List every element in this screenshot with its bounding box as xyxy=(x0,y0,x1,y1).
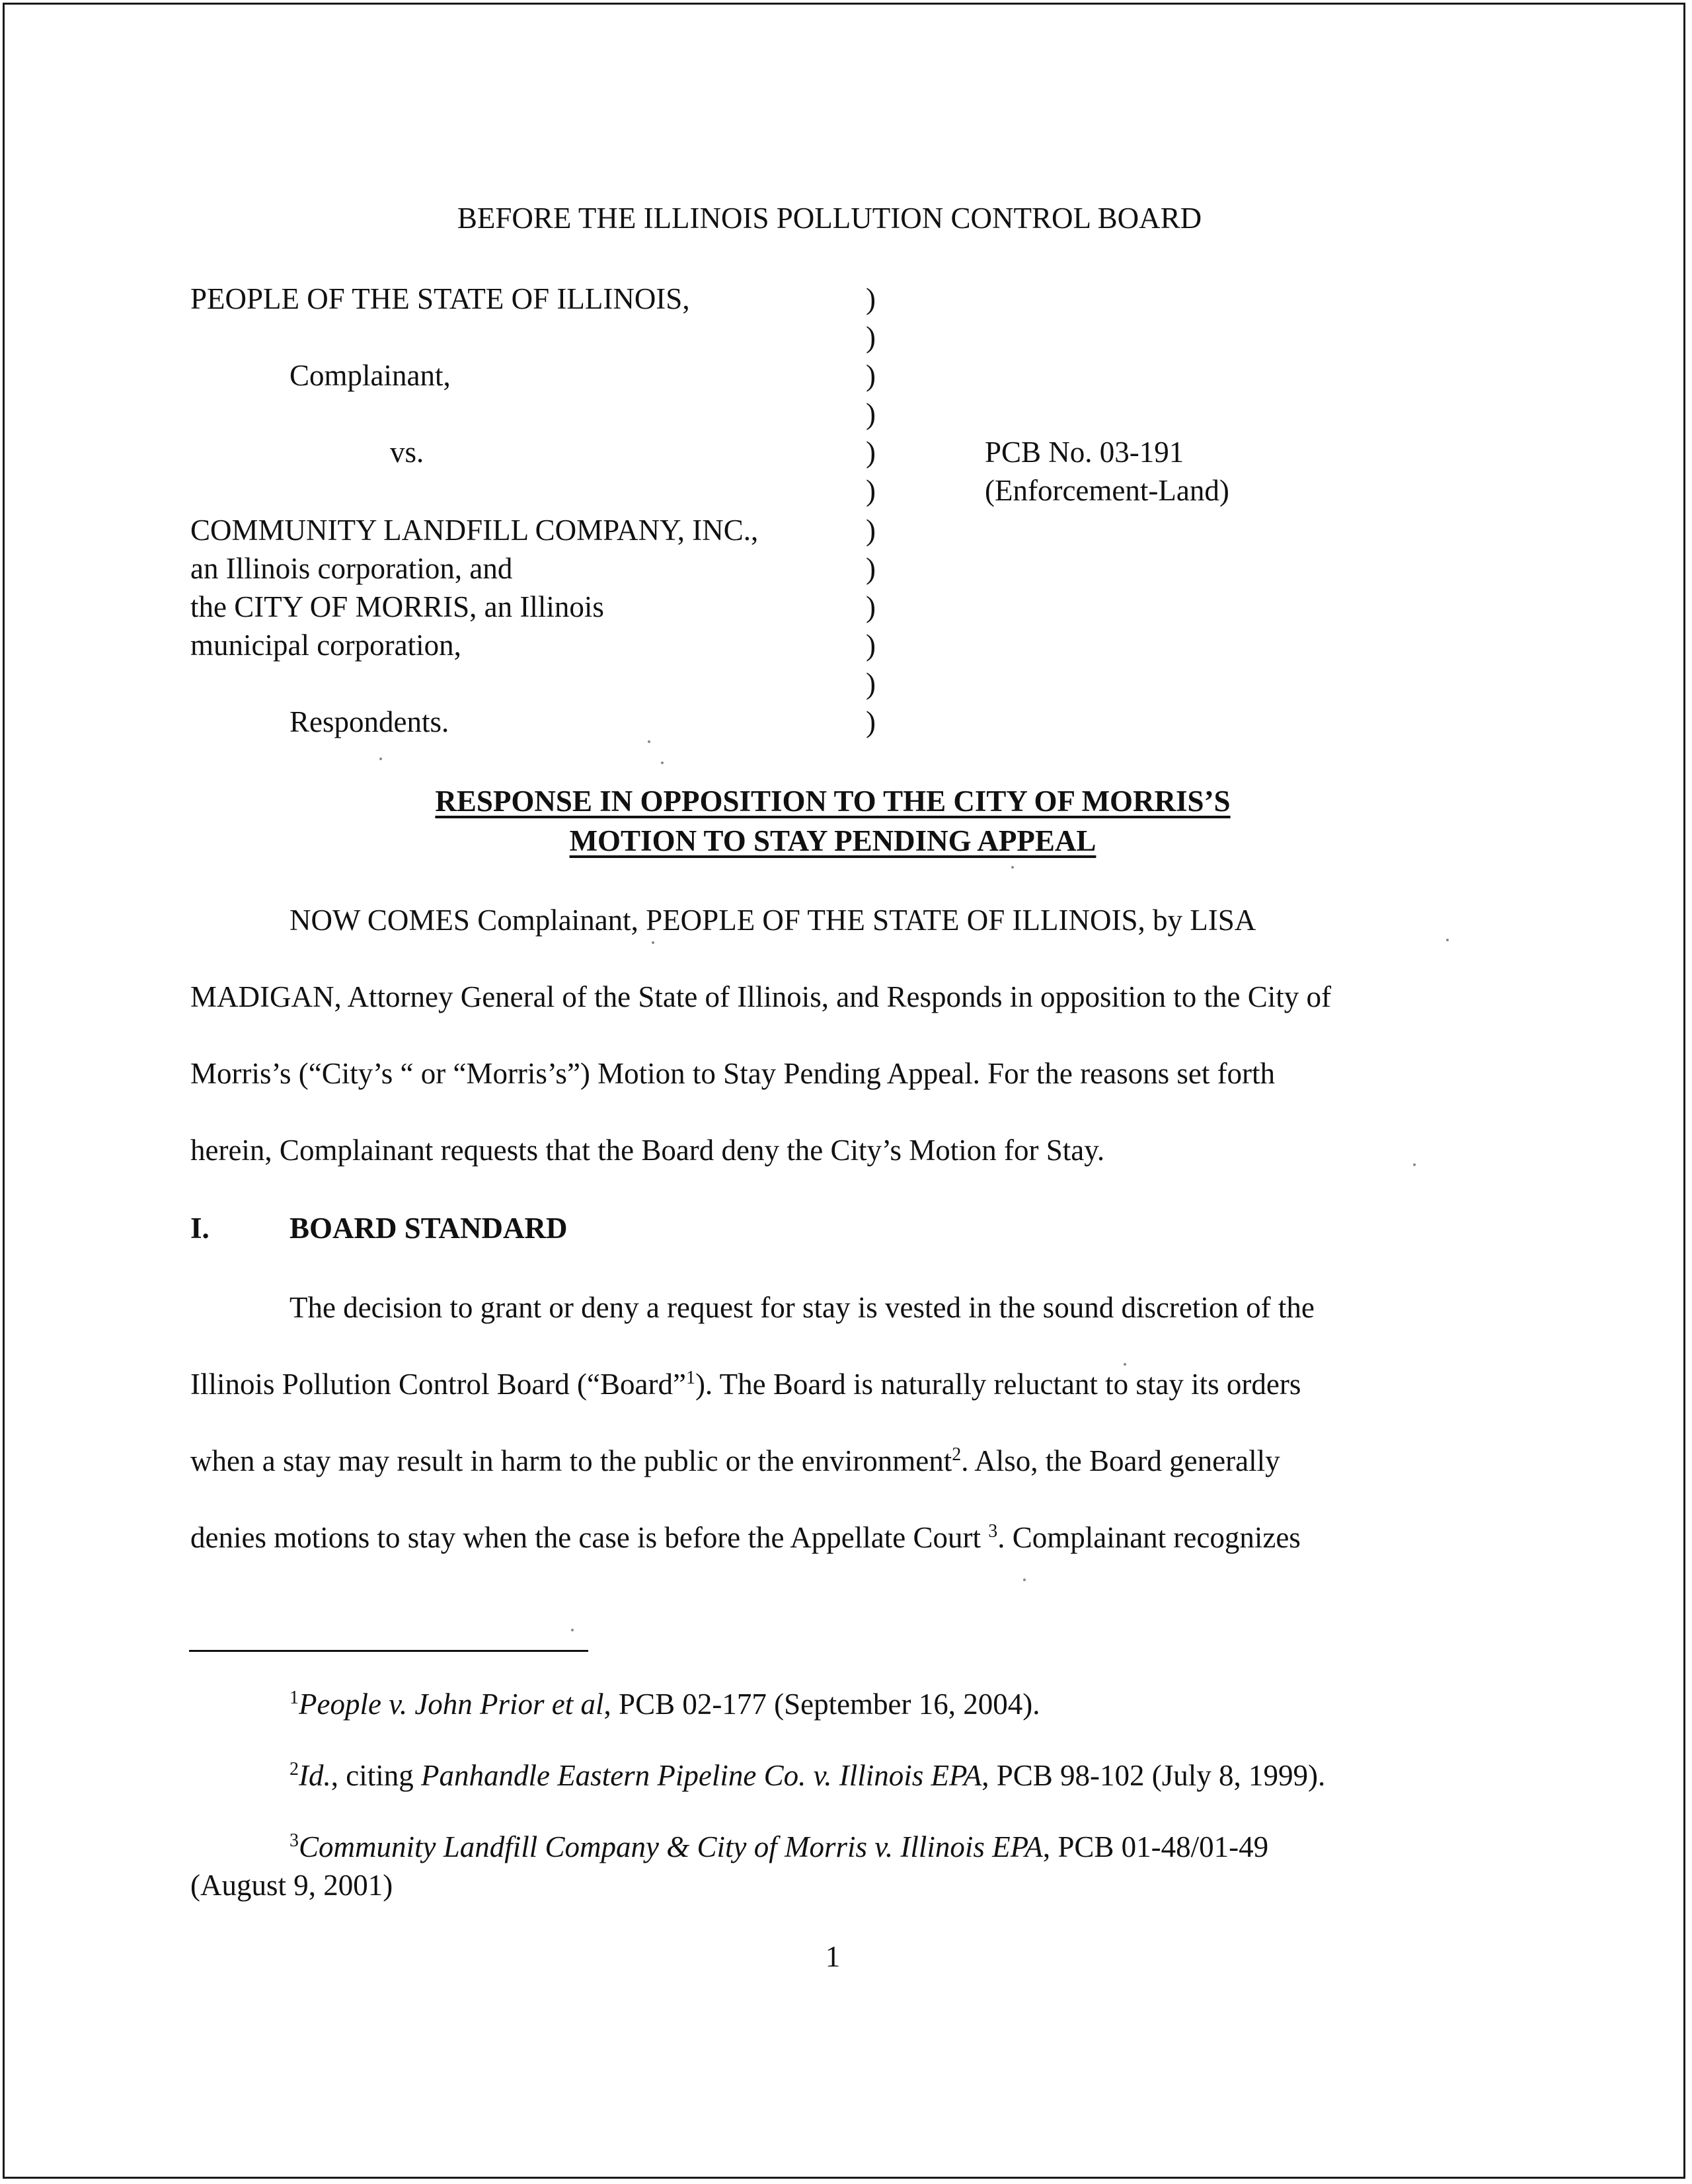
caption-paren: ) xyxy=(866,359,876,392)
board-title: BEFORE THE ILLINOIS POLLUTION CONTROL BOARD xyxy=(457,202,1202,235)
caption-paren: ) xyxy=(866,590,876,623)
footnote-1 xyxy=(289,1690,1040,1719)
document-title-line-2 xyxy=(0,826,1666,856)
body-line-3-text-b: . Also, the Board generally xyxy=(961,1444,1280,1477)
caption-paren: ) xyxy=(866,474,876,507)
page-number: 1 xyxy=(825,1940,841,1973)
respondent-role: Respondents. xyxy=(289,705,449,738)
footnote-separator xyxy=(189,1650,588,1652)
scan-speck xyxy=(1023,1579,1026,1581)
body-line-2-text-b: ). The Board is naturally reluctant to stay its orders xyxy=(695,1368,1301,1401)
scan-speck xyxy=(379,758,382,760)
respondent-line-4: municipal corporation, xyxy=(190,629,461,662)
footnote-2-case: Panhandle Eastern Pipeline Co. v. Illinois EPA xyxy=(420,1759,982,1792)
intro-line-3: Morris’s (“City’s “ or “Morris’s”) Motion to Stay Pending Appeal. For the reasons set forth xyxy=(190,1057,1276,1090)
case-number: PCB No. 03-191 xyxy=(985,436,1184,469)
complainant-role: Complainant, xyxy=(289,359,451,392)
body-line-4-text-a: denies motions to stay when the case is before the Appellate Court xyxy=(190,1521,989,1554)
body-line-3-text-a: when a stay may result in harm to the public or the environment xyxy=(190,1444,952,1477)
intro-line-2: MADIGAN, Attorney General of the State of Illinois, and Responds in opposition to the City of xyxy=(190,980,1332,1013)
body-line-3 xyxy=(190,1446,1280,1476)
scan-speck xyxy=(652,941,654,944)
scan-speck xyxy=(1011,866,1014,869)
document-title-text-1: RESPONSE IN OPPOSITION TO THE CITY OF MORRIS’S xyxy=(435,785,1231,818)
intro-line-4: herein, Complainant requests that the Board deny the City’s Motion for Stay. xyxy=(190,1134,1105,1167)
document-title-line-1 xyxy=(0,787,1666,816)
intro-line-1: NOW COMES Complainant, PEOPLE OF THE STATE OF ILLINOIS, by LISA xyxy=(289,904,1256,937)
versus-label: vs. xyxy=(390,436,424,469)
caption-paren: ) xyxy=(866,436,876,469)
body-line-4 xyxy=(190,1523,1301,1553)
footnote-2-mid: , citing xyxy=(330,1759,421,1792)
footnote-1-mark: 1 xyxy=(289,1688,299,1708)
caption-paren: ) xyxy=(866,282,876,315)
footnote-3-rest: , PCB 01-48/01-49 xyxy=(1042,1830,1269,1863)
caption-paren: ) xyxy=(866,397,876,430)
footnote-2-rest: , PCB 98-102 (July 8, 1999). xyxy=(981,1759,1326,1792)
complainant-name: PEOPLE OF THE STATE OF ILLINOIS, xyxy=(190,282,690,315)
footnote-ref-1: 1 xyxy=(685,1368,695,1388)
footnote-ref-3: 3 xyxy=(988,1521,998,1541)
footnote-ref-2: 2 xyxy=(952,1444,962,1465)
scan-speck xyxy=(1446,939,1449,941)
body-line-4-text-b: . Complainant recognizes xyxy=(997,1521,1301,1554)
footnote-2-mark: 2 xyxy=(289,1759,299,1779)
respondent-line-3: the CITY OF MORRIS, an Illinois xyxy=(190,590,604,623)
scan-speck xyxy=(1413,1163,1416,1166)
case-type: (Enforcement-Land) xyxy=(985,474,1229,507)
scan-speck xyxy=(571,1629,574,1631)
footnote-3-date: (August 9, 2001) xyxy=(190,1869,393,1902)
caption-paren: ) xyxy=(866,514,876,547)
respondent-line-2: an Illinois corporation, and xyxy=(190,552,513,585)
footnote-3-case: Community Landfill Company & City of Morris v. Illinois EPA xyxy=(299,1830,1043,1863)
document-title-text-2: MOTION TO STAY PENDING APPEAL xyxy=(569,824,1096,857)
caption-paren: ) xyxy=(866,705,876,738)
footnote-2 xyxy=(289,1761,1325,1791)
footnote-3-mark: 3 xyxy=(289,1830,299,1851)
body-line-2 xyxy=(190,1370,1301,1399)
scan-speck xyxy=(661,761,664,764)
footnote-3 xyxy=(289,1832,1268,1862)
scan-speck xyxy=(648,740,650,743)
body-line-2-text-a: Illinois Pollution Control Board (“Board” xyxy=(190,1368,686,1401)
footnote-2-id: Id. xyxy=(299,1759,331,1792)
respondent-line-1: COMMUNITY LANDFILL COMPANY, INC., xyxy=(190,514,759,547)
footnote-1-rest: , PCB 02-177 (September 16, 2004). xyxy=(603,1688,1040,1721)
footnote-1-case: People v. John Prior et al xyxy=(299,1688,604,1721)
scan-speck xyxy=(1124,1363,1126,1366)
caption-paren: ) xyxy=(866,321,876,354)
caption-paren: ) xyxy=(866,552,876,585)
body-line-1: The decision to grant or deny a request for stay is vested in the sound discretion of the xyxy=(289,1291,1315,1324)
caption-paren: ) xyxy=(866,629,876,662)
caption-paren: ) xyxy=(866,667,876,700)
section-number: I. xyxy=(190,1212,210,1245)
section-heading: BOARD STANDARD xyxy=(289,1212,568,1245)
